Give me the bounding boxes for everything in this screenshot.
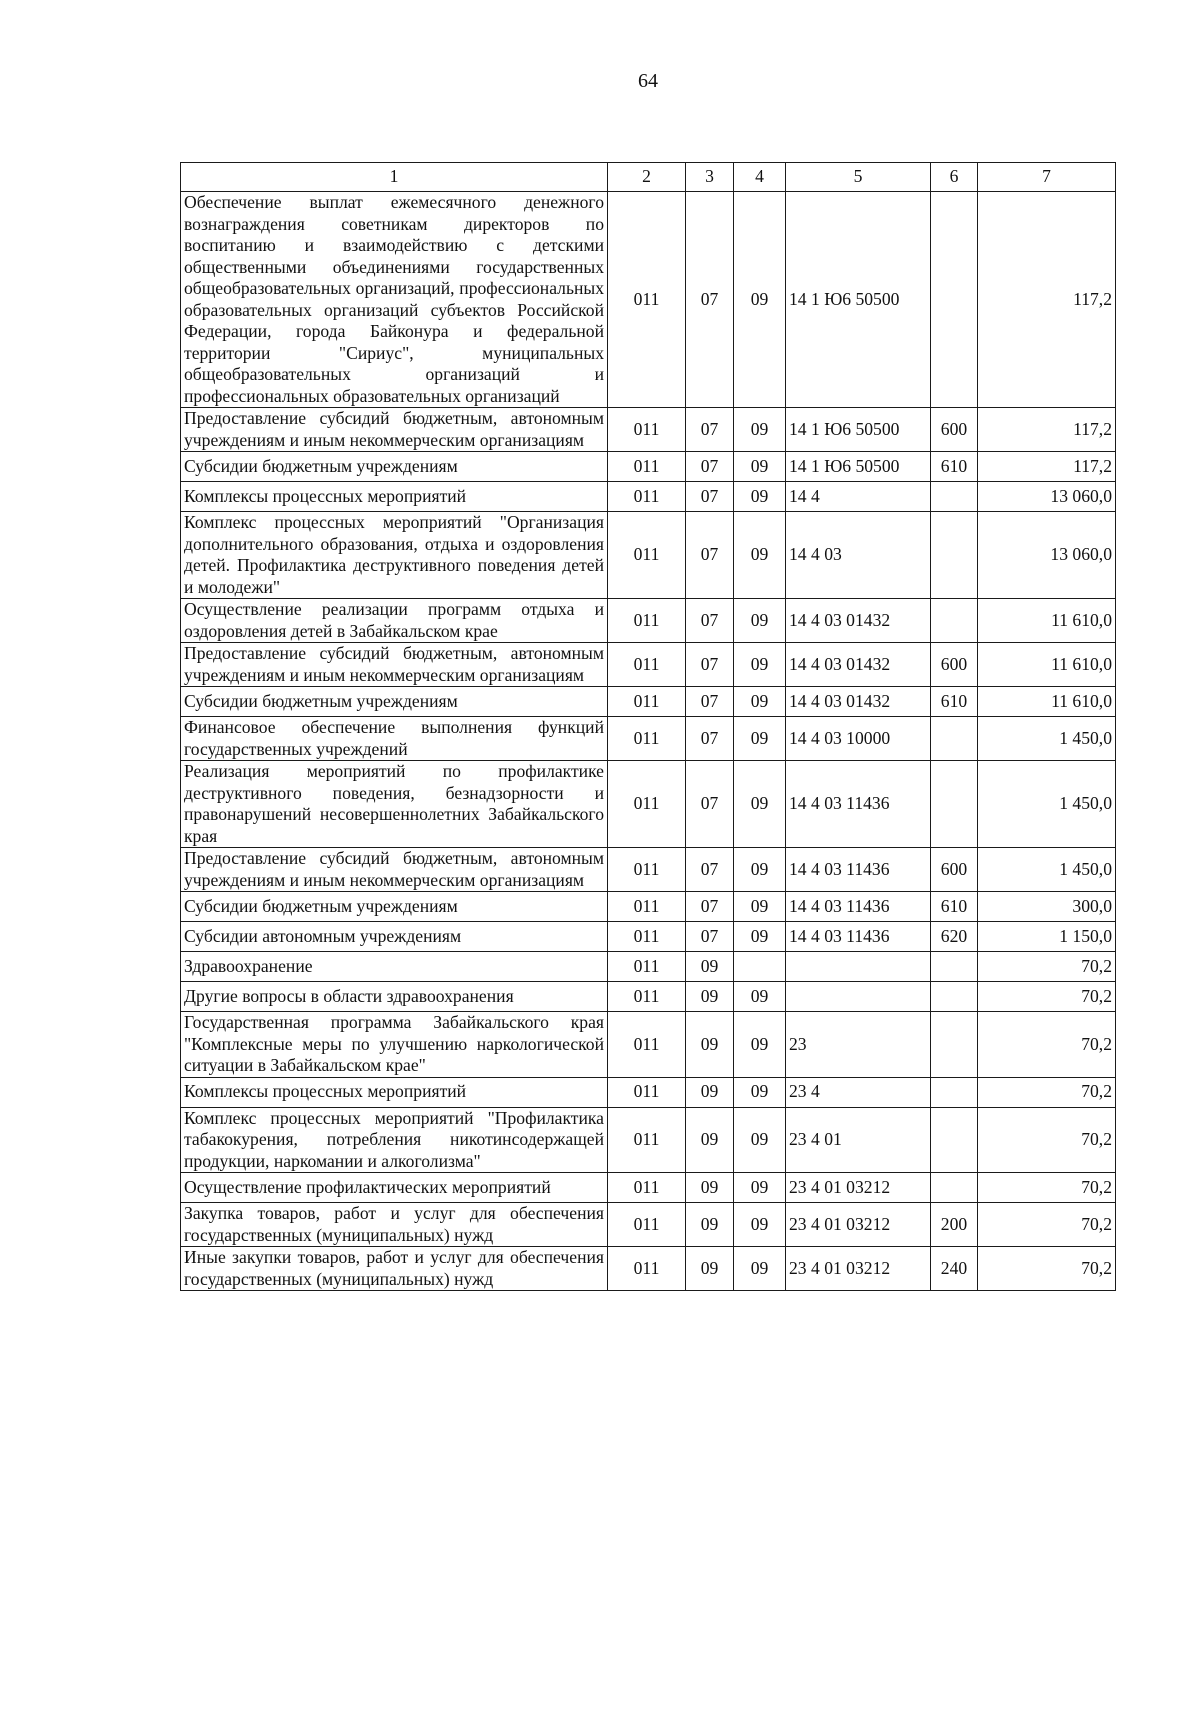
header-row xyxy=(181,163,1116,192)
ministry-code-cell: 011 xyxy=(608,408,686,452)
expense-type-cell xyxy=(931,512,978,599)
subsection-code-cell: 09 xyxy=(734,982,786,1012)
table-row xyxy=(181,687,1116,717)
row-name-cell: Другие вопросы в области здравоохранения xyxy=(181,982,608,1012)
target-item-cell: 23 4 xyxy=(786,1077,931,1107)
subsection-code-cell: 09 xyxy=(734,761,786,848)
expense-type-cell xyxy=(931,1107,978,1173)
expense-type-cell xyxy=(931,717,978,761)
table-row xyxy=(181,1247,1116,1291)
table-row xyxy=(181,1173,1116,1203)
header-cell: 7 xyxy=(978,163,1116,192)
expense-type-cell: 600 xyxy=(931,408,978,452)
expense-type-cell: 200 xyxy=(931,1203,978,1247)
section-code-cell: 07 xyxy=(686,512,734,599)
section-code-cell: 07 xyxy=(686,717,734,761)
row-name-cell: Предоставление субсидий бюджетным, автономным учреждениям и иным некоммерческим организациям xyxy=(181,408,608,452)
ministry-code-cell: 011 xyxy=(608,599,686,643)
section-code-cell: 07 xyxy=(686,408,734,452)
section-code-cell: 09 xyxy=(686,1247,734,1291)
amount-cell: 1 450,0 xyxy=(978,761,1116,848)
amount-cell: 70,2 xyxy=(978,1173,1116,1203)
subsection-code-cell: 09 xyxy=(734,848,786,892)
target-item-cell: 14 4 03 01432 xyxy=(786,643,931,687)
target-item-cell xyxy=(786,952,931,982)
table-row xyxy=(181,952,1116,982)
target-item-cell: 14 4 03 10000 xyxy=(786,717,931,761)
row-name-cell: Иные закупки товаров, работ и услуг для обеспечения государственных (муниципальных) нужд xyxy=(181,1247,608,1291)
target-item-cell: 14 1 Ю6 50500 xyxy=(786,452,931,482)
ministry-code-cell: 011 xyxy=(608,717,686,761)
section-code-cell: 07 xyxy=(686,922,734,952)
target-item-cell: 14 4 03 01432 xyxy=(786,599,931,643)
section-code-cell: 07 xyxy=(686,892,734,922)
expense-type-cell xyxy=(931,761,978,848)
header-cell: 1 xyxy=(181,163,608,192)
subsection-code-cell: 09 xyxy=(734,687,786,717)
subsection-code-cell: 09 xyxy=(734,599,786,643)
expense-type-cell xyxy=(931,192,978,408)
amount-cell: 11 610,0 xyxy=(978,643,1116,687)
amount-cell: 117,2 xyxy=(978,452,1116,482)
subsection-code-cell: 09 xyxy=(734,892,786,922)
row-name-cell: Предоставление субсидий бюджетным, автономным учреждениям и иным некоммерческим организациям xyxy=(181,848,608,892)
expense-type-cell: 610 xyxy=(931,452,978,482)
section-code-cell: 07 xyxy=(686,482,734,512)
table-row xyxy=(181,408,1116,452)
target-item-cell: 23 4 01 xyxy=(786,1107,931,1173)
ministry-code-cell: 011 xyxy=(608,1203,686,1247)
expense-type-cell: 600 xyxy=(931,643,978,687)
ministry-code-cell: 011 xyxy=(608,643,686,687)
amount-cell: 117,2 xyxy=(978,408,1116,452)
row-name-cell: Субсидии автономным учреждениям xyxy=(181,922,608,952)
section-code-cell: 07 xyxy=(686,687,734,717)
section-code-cell: 07 xyxy=(686,452,734,482)
row-name-cell: Финансовое обеспечение выполнения функций государственных учреждений xyxy=(181,717,608,761)
target-item-cell: 23 4 01 03212 xyxy=(786,1203,931,1247)
amount-cell: 1 150,0 xyxy=(978,922,1116,952)
expense-type-cell: 620 xyxy=(931,922,978,952)
section-code-cell: 07 xyxy=(686,848,734,892)
ministry-code-cell: 011 xyxy=(608,1173,686,1203)
section-code-cell: 09 xyxy=(686,1173,734,1203)
amount-cell: 70,2 xyxy=(978,1012,1116,1078)
ministry-code-cell: 011 xyxy=(608,512,686,599)
subsection-code-cell: 09 xyxy=(734,717,786,761)
ministry-code-cell: 011 xyxy=(608,192,686,408)
ministry-code-cell: 011 xyxy=(608,922,686,952)
section-code-cell: 07 xyxy=(686,643,734,687)
subsection-code-cell xyxy=(734,952,786,982)
expense-type-cell xyxy=(931,482,978,512)
amount-cell: 11 610,0 xyxy=(978,687,1116,717)
table-row xyxy=(181,761,1116,848)
expense-type-cell xyxy=(931,599,978,643)
target-item-cell: 23 4 01 03212 xyxy=(786,1247,931,1291)
section-code-cell: 09 xyxy=(686,1012,734,1078)
table-row xyxy=(181,643,1116,687)
header-cell: 5 xyxy=(786,163,931,192)
ministry-code-cell: 011 xyxy=(608,1077,686,1107)
ministry-code-cell: 011 xyxy=(608,687,686,717)
subsection-code-cell: 09 xyxy=(734,922,786,952)
row-name-cell: Субсидии бюджетным учреждениям xyxy=(181,452,608,482)
subsection-code-cell: 09 xyxy=(734,1173,786,1203)
ministry-code-cell: 011 xyxy=(608,1247,686,1291)
table-row xyxy=(181,982,1116,1012)
table-row xyxy=(181,512,1116,599)
target-item-cell: 14 4 03 11436 xyxy=(786,892,931,922)
subsection-code-cell: 09 xyxy=(734,1203,786,1247)
ministry-code-cell: 011 xyxy=(608,482,686,512)
table-row xyxy=(181,599,1116,643)
page-number: 64 xyxy=(638,70,658,92)
ministry-code-cell: 011 xyxy=(608,952,686,982)
subsection-code-cell: 09 xyxy=(734,1107,786,1173)
table-row xyxy=(181,192,1116,408)
expense-type-cell xyxy=(931,1173,978,1203)
subsection-code-cell: 09 xyxy=(734,1247,786,1291)
table-row xyxy=(181,1107,1116,1173)
row-name-cell: Здравоохранение xyxy=(181,952,608,982)
expense-type-cell: 600 xyxy=(931,848,978,892)
ministry-code-cell: 011 xyxy=(608,892,686,922)
row-name-cell: Закупка товаров, работ и услуг для обеспечения государственных (муниципальных) нужд xyxy=(181,1203,608,1247)
header-cell: 4 xyxy=(734,163,786,192)
table-row xyxy=(181,452,1116,482)
row-name-cell: Комплексы процессных мероприятий xyxy=(181,482,608,512)
expense-type-cell: 240 xyxy=(931,1247,978,1291)
expense-type-cell xyxy=(931,1012,978,1078)
table-row xyxy=(181,717,1116,761)
target-item-cell: 14 4 xyxy=(786,482,931,512)
amount-cell: 1 450,0 xyxy=(978,717,1116,761)
row-name-cell: Комплекс процессных мероприятий "Профилактика табакокурения, потребления никотинсодержащей продукции, наркомании и алкоголизма" xyxy=(181,1107,608,1173)
table-row xyxy=(181,892,1116,922)
subsection-code-cell: 09 xyxy=(734,1077,786,1107)
target-item-cell: 23 4 01 03212 xyxy=(786,1173,931,1203)
target-item-cell: 14 1 Ю6 50500 xyxy=(786,192,931,408)
row-name-cell: Комплекс процессных мероприятий "Организация дополнительного образования, отдыха и оздоровления детей. Профилактика деструктивного поведения детей и молодежи" xyxy=(181,512,608,599)
table-row xyxy=(181,922,1116,952)
row-name-cell: Обеспечение выплат ежемесячного денежного вознаграждения советникам директоров по воспитанию и взаимодействию с детскими общественными объединениями государственных общеобразовательных организаций, профессиональных образовательных организаций субъектов Российской Федерации, города Байконура и федеральной территории "Сириус", муниципальных общеобразовательных организаций и профессиональных образовательных организаций xyxy=(181,192,608,408)
target-item-cell: 14 4 03 11436 xyxy=(786,848,931,892)
amount-cell: 70,2 xyxy=(978,1077,1116,1107)
target-item-cell xyxy=(786,982,931,1012)
amount-cell: 300,0 xyxy=(978,892,1116,922)
table-row xyxy=(181,848,1116,892)
expense-type-cell xyxy=(931,982,978,1012)
subsection-code-cell: 09 xyxy=(734,408,786,452)
row-name-cell: Реализация мероприятий по профилактике деструктивного поведения, безнадзорности и правонарушений несовершеннолетних Забайкальского края xyxy=(181,761,608,848)
section-code-cell: 07 xyxy=(686,761,734,848)
amount-cell: 1 450,0 xyxy=(978,848,1116,892)
section-code-cell: 09 xyxy=(686,952,734,982)
ministry-code-cell: 011 xyxy=(608,1012,686,1078)
subsection-code-cell: 09 xyxy=(734,643,786,687)
table-row xyxy=(181,1203,1116,1247)
section-code-cell: 07 xyxy=(686,192,734,408)
ministry-code-cell: 011 xyxy=(608,761,686,848)
amount-cell: 70,2 xyxy=(978,1107,1116,1173)
amount-cell: 13 060,0 xyxy=(978,512,1116,599)
ministry-code-cell: 011 xyxy=(608,1107,686,1173)
subsection-code-cell: 09 xyxy=(734,482,786,512)
section-code-cell: 09 xyxy=(686,1077,734,1107)
row-name-cell: Субсидии бюджетным учреждениям xyxy=(181,892,608,922)
amount-cell: 70,2 xyxy=(978,982,1116,1012)
row-name-cell: Осуществление профилактических мероприятий xyxy=(181,1173,608,1203)
amount-cell: 117,2 xyxy=(978,192,1116,408)
header-cell: 6 xyxy=(931,163,978,192)
ministry-code-cell: 011 xyxy=(608,452,686,482)
amount-cell: 11 610,0 xyxy=(978,599,1116,643)
subsection-code-cell: 09 xyxy=(734,512,786,599)
subsection-code-cell: 09 xyxy=(734,192,786,408)
target-item-cell: 14 4 03 01432 xyxy=(786,687,931,717)
row-name-cell: Комплексы процессных мероприятий xyxy=(181,1077,608,1107)
target-item-cell: 23 xyxy=(786,1012,931,1078)
section-code-cell: 09 xyxy=(686,1107,734,1173)
amount-cell: 70,2 xyxy=(978,1203,1116,1247)
amount-cell: 13 060,0 xyxy=(978,482,1116,512)
row-name-cell: Осуществление реализации программ отдыха и оздоровления детей в Забайкальском крае xyxy=(181,599,608,643)
budget-table xyxy=(180,162,1116,1291)
row-name-cell: Субсидии бюджетным учреждениям xyxy=(181,687,608,717)
ministry-code-cell: 011 xyxy=(608,848,686,892)
table-row xyxy=(181,482,1116,512)
row-name-cell: Государственная программа Забайкальского края "Комплексные меры по улучшению наркологической ситуации в Забайкальском крае" xyxy=(181,1012,608,1078)
table-row xyxy=(181,1012,1116,1078)
section-code-cell: 07 xyxy=(686,599,734,643)
amount-cell: 70,2 xyxy=(978,952,1116,982)
ministry-code-cell: 011 xyxy=(608,982,686,1012)
table-row xyxy=(181,1077,1116,1107)
expense-type-cell: 610 xyxy=(931,892,978,922)
target-item-cell: 14 4 03 11436 xyxy=(786,761,931,848)
row-name-cell: Предоставление субсидий бюджетным, автономным учреждениям и иным некоммерческим организациям xyxy=(181,643,608,687)
target-item-cell: 14 4 03 xyxy=(786,512,931,599)
expense-type-cell: 610 xyxy=(931,687,978,717)
subsection-code-cell: 09 xyxy=(734,452,786,482)
header-cell: 3 xyxy=(686,163,734,192)
target-item-cell: 14 1 Ю6 50500 xyxy=(786,408,931,452)
subsection-code-cell: 09 xyxy=(734,1012,786,1078)
section-code-cell: 09 xyxy=(686,982,734,1012)
target-item-cell: 14 4 03 11436 xyxy=(786,922,931,952)
amount-cell: 70,2 xyxy=(978,1247,1116,1291)
section-code-cell: 09 xyxy=(686,1203,734,1247)
header-cell: 2 xyxy=(608,163,686,192)
expense-type-cell xyxy=(931,1077,978,1107)
expense-type-cell xyxy=(931,952,978,982)
